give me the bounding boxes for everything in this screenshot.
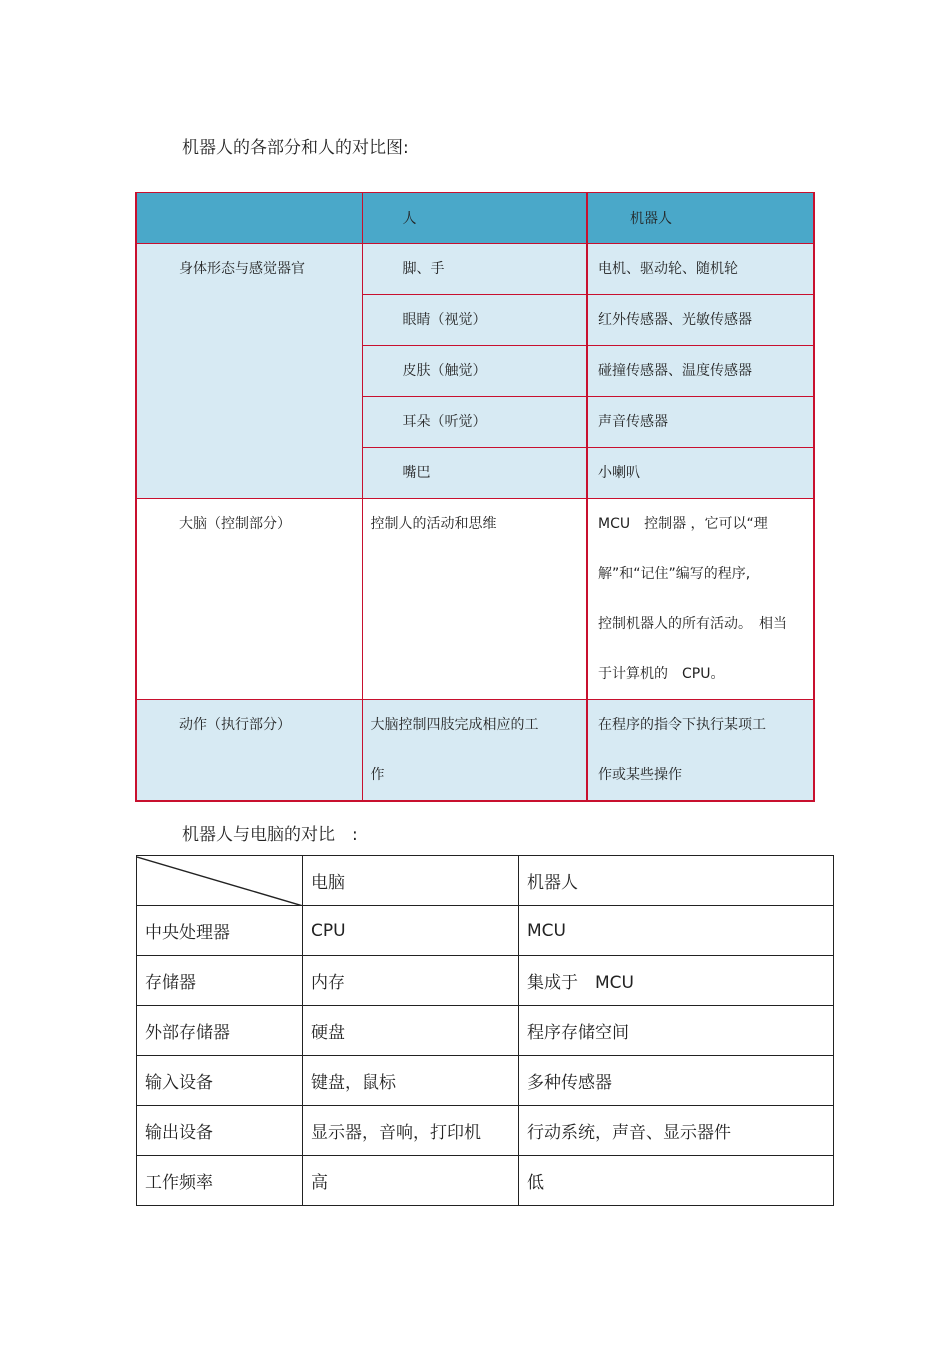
brain-label: 大脑（控制部分） [136, 499, 362, 700]
brain-robot-line: 控制机器人的所有活动。 相当 [598, 616, 787, 632]
computer-cell: CPU [303, 906, 519, 956]
computer-cell: 键盘，鼠标 [303, 1056, 519, 1106]
human-part-cell: 脚、手 [362, 244, 587, 295]
table-row [136, 499, 814, 700]
robot-part-cell: 小喇叭 [587, 448, 814, 499]
brain-human-cell: 控制人的活动和思维 [362, 499, 587, 700]
body-group-label: 身体形态与感觉器官 [136, 244, 362, 499]
robot-cell: 低 [519, 1156, 834, 1206]
table-row [137, 1056, 834, 1106]
table1-header-corner [136, 193, 362, 244]
brain-robot-line: MCU 控制器 ，它可以“理 [598, 516, 768, 532]
computer-cell: 高 [303, 1156, 519, 1206]
computer-cell: 显示器，音响，打印机 [303, 1106, 519, 1156]
robot-human-comparison-table [135, 192, 815, 802]
action-robot-line: 在程序的指令下执行某项工 [598, 717, 766, 733]
action-human-line: 作 [370, 767, 385, 783]
human-part-cell: 嘴巴 [362, 448, 587, 499]
table-row [137, 1156, 834, 1206]
robot-cell: 行动系统，声音、显示器件 [519, 1106, 834, 1156]
table1-header-human: 人 [362, 193, 587, 244]
diagonal-line [137, 856, 303, 906]
robot-part-cell: 声音传感器 [587, 397, 814, 448]
row-label: 工作频率 [137, 1156, 303, 1206]
action-label: 动作（执行部分） [136, 700, 362, 802]
table-row [137, 1006, 834, 1056]
table2-header-robot: 机器人 [519, 856, 834, 906]
human-part-cell: 眼睛（视觉） [362, 295, 587, 346]
action-robot-line: 作或某些操作 [598, 767, 682, 783]
robot-computer-comparison-table [136, 855, 834, 1206]
table2-header-row [137, 856, 834, 906]
action-human-cell [362, 700, 587, 802]
row-label: 中央处理器 [137, 906, 303, 956]
table-row [137, 1106, 834, 1156]
human-part-cell: 耳朵（听觉） [362, 397, 587, 448]
computer-cell: 内存 [303, 956, 519, 1006]
row-label: 外部存储器 [137, 1006, 303, 1056]
robot-cell: 集成于 MCU [519, 956, 834, 1006]
robot-cell: MCU [519, 906, 834, 956]
diagonal-header-cell [137, 856, 303, 906]
brain-robot-cell [587, 499, 814, 700]
row-label: 存储器 [137, 956, 303, 1006]
table-row [137, 906, 834, 956]
row-label: 输出设备 [137, 1106, 303, 1156]
robot-part-cell: 电机、驱动轮、随机轮 [587, 244, 814, 295]
heading-robot-human-comparison: 机器人的各部分和人的对比图: [182, 138, 409, 158]
table2-header-computer: 电脑 [303, 856, 519, 906]
action-robot-cell [587, 700, 814, 802]
action-human-line: 大脑控制四肢完成相应的工 [370, 717, 539, 733]
table-row [136, 700, 814, 802]
table-row [136, 244, 814, 295]
brain-robot-line: 于计算机的 CPU。 [598, 666, 725, 682]
human-part-cell: 皮肤（触觉） [362, 346, 587, 397]
robot-cell: 多种传感器 [519, 1056, 834, 1106]
brain-robot-line: 解”和“记住”编写的程序, [598, 566, 751, 582]
table-row [137, 956, 834, 1006]
heading-robot-computer-comparison: 机器人与电脑的对比 : [182, 825, 358, 845]
robot-part-cell: 红外传感器、光敏传感器 [587, 295, 814, 346]
table1-header-row [136, 193, 814, 244]
robot-part-cell: 碰撞传感器、温度传感器 [587, 346, 814, 397]
row-label: 输入设备 [137, 1056, 303, 1106]
table1-header-robot: 机器人 [587, 193, 814, 244]
robot-cell: 程序存储空间 [519, 1006, 834, 1056]
computer-cell: 硬盘 [303, 1006, 519, 1056]
